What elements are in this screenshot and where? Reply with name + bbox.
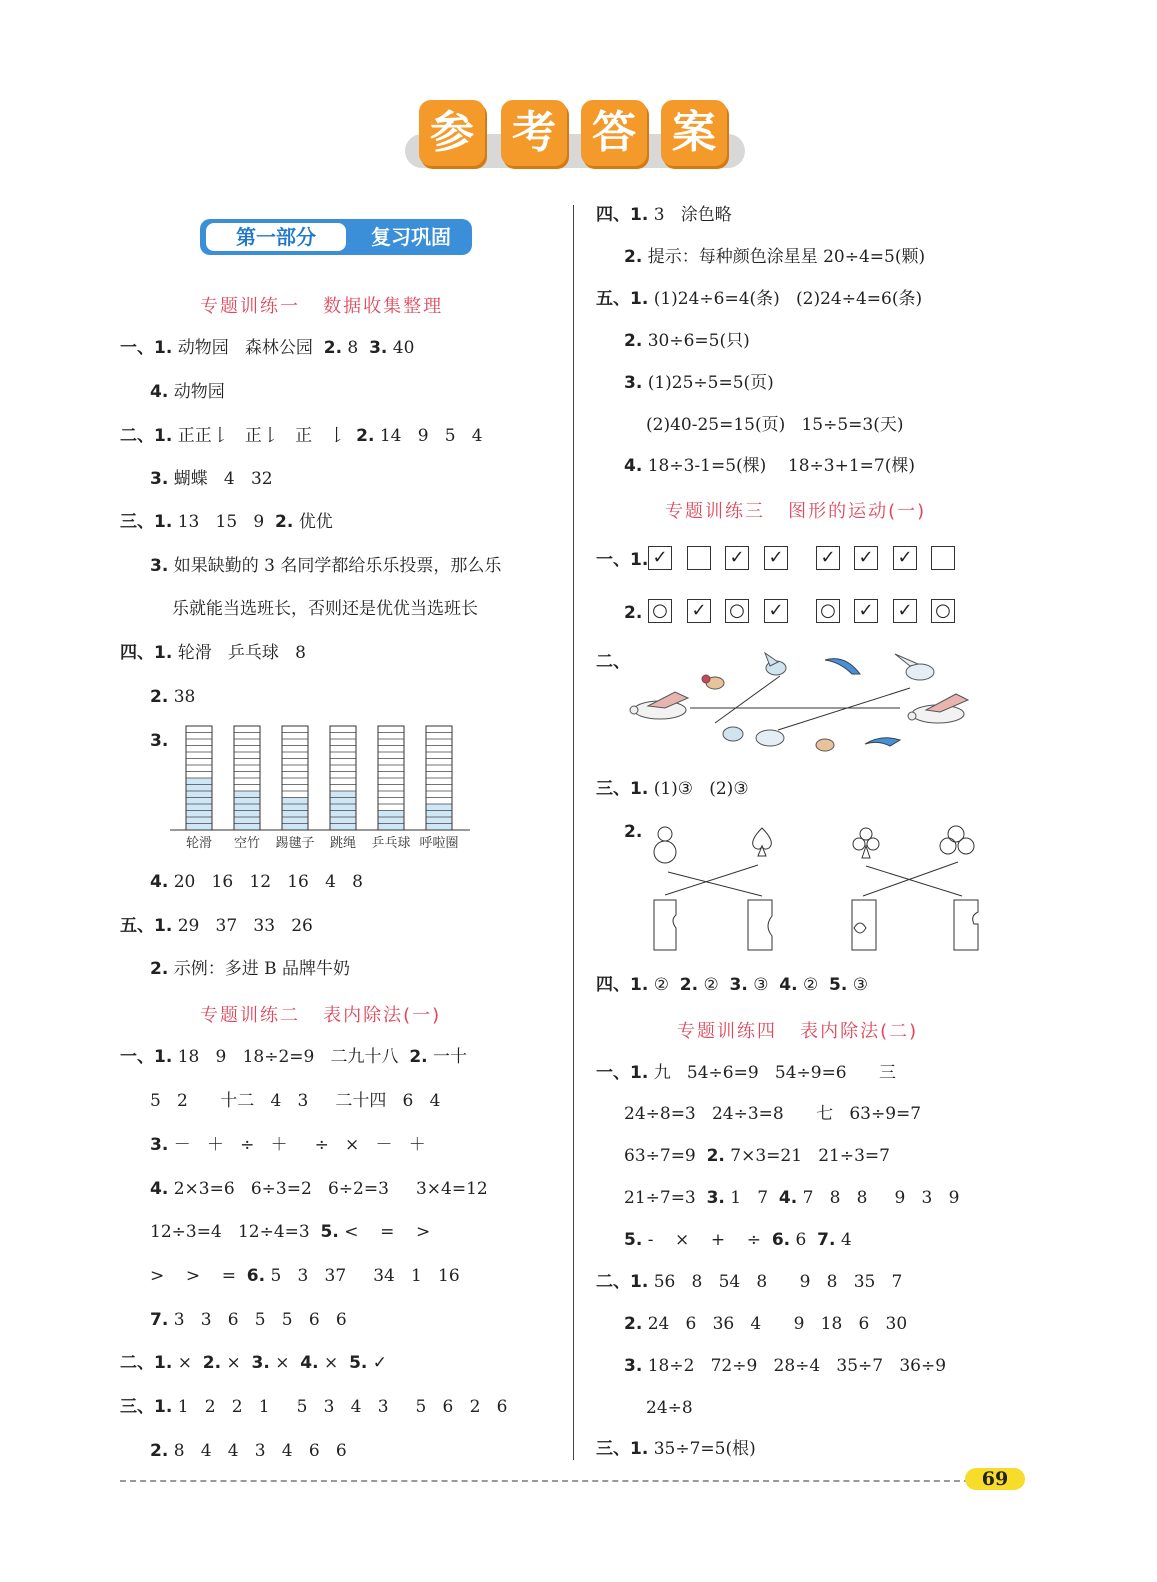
match-line — [715, 676, 780, 723]
question-number: 二、1. — [596, 1272, 649, 1292]
question-number: 4. — [150, 382, 169, 402]
answer-box: ✓ — [764, 546, 788, 570]
title-char-1: 参 — [419, 100, 485, 166]
answer-text: - × + ÷ — [642, 1230, 772, 1250]
answer-line — [150, 729, 168, 753]
goose-right-icon — [908, 694, 968, 723]
answer-text: 动物园 — [168, 382, 225, 402]
answer-line — [596, 777, 749, 801]
question-number: 一、1. — [596, 1063, 649, 1083]
dove-right-icon — [895, 654, 934, 680]
question-number: 五、1. — [596, 289, 649, 309]
answer-box: ○ — [816, 599, 840, 623]
category-label: 乒乓球 — [371, 836, 411, 851]
title-char-4: 案 — [661, 100, 727, 166]
answer-text: 5 2 十二 4 3 二十四 6 4 — [150, 1091, 441, 1111]
answer-line — [646, 413, 903, 437]
answer-text: (1)24÷6=4(条) (2)24÷4=6(条) — [648, 289, 923, 309]
answer-text: 7 8 8 9 3 9 — [797, 1188, 960, 1208]
answer-text: 九 54÷6=9 54÷9=6 三 — [648, 1063, 897, 1083]
answer-text: 12÷3=4 12÷4=3 — [150, 1222, 321, 1242]
answer-line — [624, 1228, 852, 1252]
part-label: 第一部分 — [206, 223, 346, 251]
pigeon-icon — [765, 653, 786, 675]
section-title: 专题训练二 表内除法(一) — [200, 1005, 442, 1026]
answer-text: 如果缺勤的 3 名同学都给乐乐投票，那么乐 — [168, 556, 502, 576]
answer-line — [150, 1439, 347, 1463]
answer-box — [931, 546, 955, 570]
answer-text: 3 3 6 5 5 6 6 — [168, 1310, 347, 1330]
question-number: 3. — [150, 469, 169, 489]
goose-left-icon — [630, 692, 688, 719]
answer-line — [172, 597, 478, 621]
bar-column — [330, 726, 356, 851]
bar-column — [234, 726, 260, 851]
answer-text: 正正𠄌 正𠄌 正 𠄌 — [172, 426, 357, 446]
swallow-bottom-icon — [865, 738, 900, 746]
question-number: 四、1. — [120, 643, 173, 663]
question-number: 4. — [778, 1188, 798, 1208]
question-number: 二、 — [596, 652, 630, 672]
answer-line — [120, 336, 414, 360]
answer-text: 38 — [168, 687, 196, 707]
club-icon — [853, 828, 879, 858]
answer-line — [150, 1133, 426, 1157]
question-number: 5. — [349, 1353, 368, 1373]
bar-column — [275, 726, 314, 851]
question-number: 2. — [150, 687, 169, 707]
answer-line — [596, 1270, 902, 1294]
answer-text: < = > — [338, 1222, 431, 1242]
question-number: 5. — [829, 975, 848, 995]
answer-text: 4 — [835, 1230, 852, 1250]
answer-line — [150, 1089, 440, 1113]
answer-text: ② — [648, 975, 680, 995]
answer-line — [150, 1308, 347, 1332]
bar — [282, 798, 308, 831]
answer-text: 29 37 33 26 — [172, 916, 313, 936]
part-badge — [200, 219, 472, 255]
shapes-diagram — [640, 820, 1000, 960]
answer-line — [624, 1144, 890, 1168]
question-number: 2. — [624, 247, 643, 267]
answer-text: (1)25÷5=5(页) — [642, 373, 774, 393]
question-number: 四、1. — [596, 205, 649, 225]
question-number: 4. — [624, 456, 643, 476]
shape-block-1 — [654, 900, 676, 950]
answer-text: ③ — [747, 975, 780, 995]
answer-text: 24 6 36 4 9 18 6 30 — [642, 1314, 908, 1334]
bar-column — [186, 726, 212, 851]
answer-line — [624, 454, 915, 478]
question-number: 2. — [356, 426, 375, 446]
answer-line — [624, 1354, 946, 1378]
question-number: 三、1. — [596, 779, 649, 799]
question-number: 3. — [150, 731, 169, 751]
question-number: 7. — [150, 1310, 169, 1330]
column-divider — [573, 205, 574, 1460]
answer-line — [150, 870, 363, 894]
answer-text: 13 15 9 — [172, 512, 276, 532]
question-number: 2. — [624, 331, 643, 351]
answer-text: 乐就能当选班长，否则还是优优当选班长 — [172, 599, 478, 619]
question-number: 7. — [817, 1230, 836, 1250]
answer-text: ③ — [847, 975, 868, 995]
question-number: 4. — [779, 975, 798, 995]
answer-text: × — [269, 1353, 301, 1373]
swallow-icon — [825, 659, 860, 674]
answer-box: ✓ — [648, 546, 672, 570]
answer-box — [687, 546, 711, 570]
question-number: 一、1. — [120, 338, 173, 358]
answer-line — [624, 329, 750, 353]
answer-line — [596, 973, 868, 997]
match-line — [866, 866, 962, 896]
answer-text: 1 2 2 1 5 3 4 3 5 6 2 6 — [172, 1397, 508, 1417]
question-number: 2. — [624, 822, 643, 842]
question-number: 3. — [150, 1135, 169, 1155]
answer-box: ○ — [648, 599, 672, 623]
answer-line — [120, 510, 333, 534]
answer-text: 一十 — [427, 1047, 468, 1067]
answer-line — [624, 245, 925, 269]
question-number: 4. — [300, 1353, 319, 1373]
title-char-3: 答 — [581, 100, 647, 166]
answer-text: 蝴蝶 4 32 — [168, 469, 273, 489]
question-number: 3. — [729, 975, 748, 995]
answer-line — [150, 1264, 460, 1288]
question-number: 2. — [275, 512, 294, 532]
answer-text: × — [318, 1353, 350, 1373]
answer-text: 示例：多进 B 品牌牛奶 — [168, 959, 351, 979]
answer-box: ✓ — [764, 599, 788, 623]
question-number: 一、1. — [596, 550, 649, 570]
answer-text: ✓ — [367, 1353, 388, 1373]
answer-text: 18÷2 72÷9 28÷4 35÷7 36÷9 — [642, 1356, 947, 1376]
question-number: 2. — [150, 959, 169, 979]
question-number: 3. — [624, 1356, 643, 1376]
category-label: 空竹 — [233, 836, 261, 851]
answer-line — [150, 685, 195, 709]
answer-line — [120, 1351, 387, 1375]
answer-line — [150, 957, 350, 981]
answer-line — [120, 1395, 507, 1419]
spade-icon — [753, 828, 772, 856]
answer-text: × — [221, 1353, 252, 1373]
answer-text: 轮滑 乒乓球 8 — [172, 643, 306, 663]
answer-line — [150, 1177, 488, 1201]
answer-text: 30÷6=5(只) — [642, 331, 750, 351]
answer-line — [120, 914, 313, 938]
answer-line — [150, 1220, 430, 1244]
answer-line — [120, 641, 306, 665]
answer-line — [120, 424, 483, 448]
answer-text: 24÷8=3 24÷3=8 七 63÷9=7 — [624, 1104, 922, 1124]
answer-line — [624, 1186, 959, 1210]
bar — [378, 811, 404, 831]
answer-text: × — [172, 1353, 203, 1373]
pigeon-bottom-icon — [723, 727, 743, 741]
answer-line — [150, 554, 501, 578]
answer-line — [624, 1312, 907, 1336]
category-label: 呼啦圈 — [419, 836, 459, 851]
section-title: 专题训练一 数据收集整理 — [200, 296, 444, 317]
question-number: 2. — [323, 338, 343, 358]
answer-line — [624, 371, 774, 395]
answer-text: 5 3 37 34 1 16 — [265, 1266, 460, 1286]
question-number: 一、1. — [120, 1047, 173, 1067]
question-number: 2. — [202, 1353, 222, 1373]
answer-line — [596, 1061, 896, 1085]
answer-text: 18 9 18÷2=9 二九十八 — [172, 1047, 410, 1067]
answer-box: ✓ — [893, 599, 917, 623]
answer-box: ✓ — [854, 599, 878, 623]
answer-box: ✓ — [687, 599, 711, 623]
question-number: 三、1. — [596, 1439, 649, 1459]
shape-block-3 — [852, 900, 876, 950]
answer-line — [624, 1102, 921, 1126]
question-number: 3. — [251, 1353, 270, 1373]
answer-text: 21÷7=3 — [624, 1188, 707, 1208]
page-number: 69 — [965, 1468, 1025, 1490]
section-title: 专题训练四 表内除法(二) — [677, 1021, 919, 1042]
answer-line — [596, 1437, 756, 1461]
answer-text: 6 — [790, 1230, 818, 1250]
answer-box: ✓ — [854, 546, 878, 570]
answer-line — [596, 287, 922, 311]
answer-line — [150, 467, 273, 491]
answer-text: 1 7 — [724, 1188, 779, 1208]
question-number: 6. — [246, 1266, 266, 1286]
title-char-2: 考 — [501, 100, 567, 166]
dove-bottom-icon — [756, 730, 784, 746]
answer-text: － ＋ ÷ ＋ ÷ × － ＋ — [168, 1135, 426, 1155]
answer-box: ✓ — [725, 546, 749, 570]
question-number: 2. — [150, 1441, 169, 1461]
bar-chart — [170, 722, 480, 857]
match-line — [665, 865, 758, 895]
small-bird-icon — [702, 675, 724, 689]
answer-line — [596, 548, 648, 572]
question-number: 2. — [706, 1146, 725, 1166]
answer-text: 动物园 森林公园 — [172, 338, 324, 358]
answer-line — [596, 203, 732, 227]
answer-text: 18÷3-1=5(棵) 18÷3+1=7(棵) — [642, 456, 915, 476]
answer-text: 20 16 12 16 4 8 — [168, 872, 363, 892]
answer-text: ② — [698, 975, 730, 995]
category-label: 跳绳 — [329, 836, 357, 851]
answer-text: 提示：每种颜色涂星星 20÷4=5(颗) — [642, 247, 926, 267]
gourd-icon — [654, 827, 676, 863]
answer-line — [120, 1045, 467, 1069]
question-number: 二、1. — [120, 426, 173, 446]
answer-text: 8 — [342, 338, 370, 358]
birds-diagram — [620, 648, 980, 763]
title-banner — [405, 100, 745, 176]
answer-text: (2)40-25=15(页) 15÷5=3(天) — [646, 415, 904, 435]
question-number: 6. — [771, 1230, 791, 1250]
question-number: 4. — [150, 1179, 169, 1199]
match-line — [778, 688, 910, 730]
answer-box: ✓ — [816, 546, 840, 570]
question-number: 3. — [624, 373, 643, 393]
clover-icon — [940, 826, 974, 854]
answer-line — [646, 1396, 693, 1420]
footer-divider — [120, 1480, 970, 1482]
shape-block-2 — [748, 900, 772, 950]
question-number: 2. — [409, 1047, 428, 1067]
answer-box: ○ — [725, 599, 749, 623]
question-number: 5. — [624, 1230, 643, 1250]
answer-text: 7×3=21 21÷3=7 — [724, 1146, 890, 1166]
answer-text: (1)③ (2)③ — [648, 779, 749, 799]
answer-box: ○ — [931, 599, 955, 623]
question-number: 4. — [150, 872, 169, 892]
question-number: 2. — [624, 1314, 643, 1334]
question-number: 三、1. — [120, 512, 173, 532]
small-bird-bottom-icon — [816, 739, 834, 751]
answer-text: 63÷7=9 — [624, 1146, 707, 1166]
question-number: 三、1. — [120, 1397, 173, 1417]
question-number: 2. — [624, 603, 643, 623]
part-name: 复习巩固 — [371, 225, 451, 249]
answer-text: > > = — [150, 1266, 247, 1286]
category-label: 轮滑 — [185, 836, 213, 851]
question-number: 2. — [679, 975, 699, 995]
answer-text: 14 9 5 4 — [374, 426, 483, 446]
answer-line — [624, 601, 642, 625]
answer-text: 35÷7=5(根) — [648, 1439, 756, 1459]
question-number: 5. — [320, 1222, 339, 1242]
question-number: 四、1. — [596, 975, 649, 995]
answer-text: 24÷8 — [646, 1398, 693, 1418]
question-number: 3. — [706, 1188, 725, 1208]
match-line — [668, 872, 762, 896]
match-line — [863, 862, 958, 896]
bar-column — [419, 726, 458, 851]
category-label: 踢毽子 — [275, 836, 315, 851]
question-number: 3. — [150, 556, 169, 576]
question-number: 五、1. — [120, 916, 173, 936]
answer-text: 2×3=6 6÷3=2 6÷2=3 3×4=12 — [168, 1179, 488, 1199]
section-title: 专题训练三 图形的运动(一) — [665, 501, 927, 522]
answer-text: 3 涂色略 — [648, 205, 732, 225]
answer-text: 40 — [387, 338, 415, 358]
answer-line — [150, 380, 225, 404]
question-number: 二、1. — [120, 1353, 173, 1373]
answer-box: ✓ — [893, 546, 917, 570]
answer-text: ② — [797, 975, 829, 995]
answer-text: 56 8 54 8 9 8 35 7 — [648, 1272, 903, 1292]
answer-text: 8 4 4 3 4 6 6 — [168, 1441, 347, 1461]
shape-block-4 — [954, 900, 978, 950]
bar-column — [371, 726, 410, 851]
answer-text: 优优 — [293, 512, 333, 532]
question-number: 3. — [369, 338, 388, 358]
